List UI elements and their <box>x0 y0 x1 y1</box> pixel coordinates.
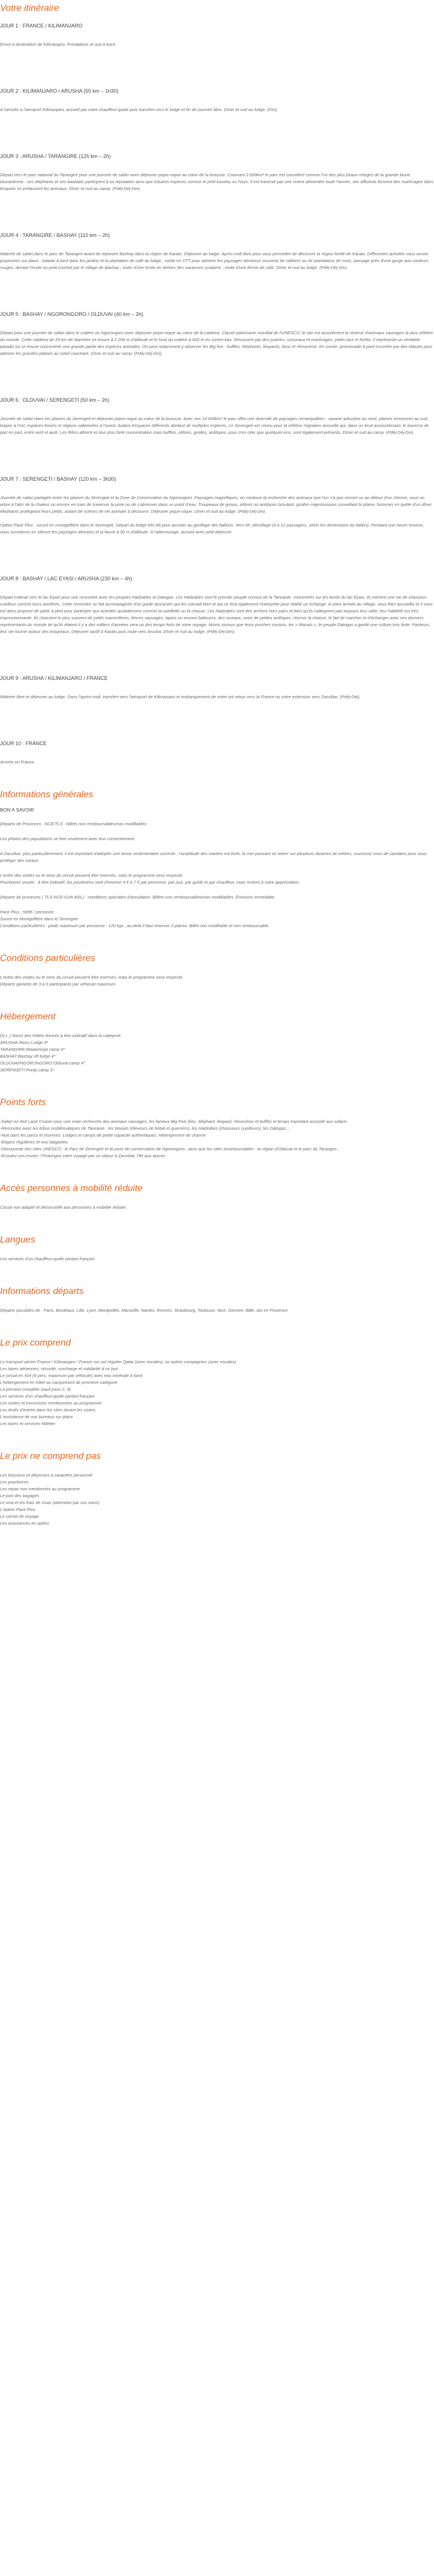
day-text: Journée de safari dans les plaines du Serengeti et déjeuner pique-nique au cœur de la brousse. Avec ses 14 000km² le parc offre une diversité de paysages remarquables : savane arbustive au nord, plaines immenses au sud, kopjes à l'est, espaces boisés et régions vallonnées à l'ouest. Autant d'espaces différents abritant de multiples espèces. Le Serengeti est connu pour la célèbre migration annuelle qui, dans un bruit assourdissant, le traverse de part en part, entre avril et août. Les félins attirent ici leur plus forte concentration mais buffles, zèbres, girafes, antilopes, pour n'en citer que quelques-uns, sont également présents. Dîner et nuit au camp. (Pdéj-Déj-Din). <box>0 416 429 435</box>
highlights-heading: Points forts <box>0 1098 46 1107</box>
day-text: Matinée de safari dans le parc de Tarangire avant de rejoindre Bashay dans la région de Karatu. Déjeuner au lodge. Après-midi libre pour vous permettre de découvrir la région fertile de Karatu. Différentes activités vous seront proposées sur place : balade à pied dans les jardins et la plantation de café du lodge ; sortie en VTT pour admirer les paysages alentours couverts de caféiers ou de plantations de maïs, passage près d'une gorge aux couleurs rouges, devant l'école ou petit crochet par le village de Bashay ; visite d'une école en dehors des vacances scolaires ; visite d'une ferme de café. Dîner et nuit au lodge. (Pdéj-Déj-Din). <box>0 251 429 270</box>
itinerary-day <box>0 397 434 436</box>
itinerary-day <box>0 232 434 271</box>
excludes-heading: Le prix ne comprend pas <box>0 1451 101 1461</box>
general-paragraph: L'ordre des visites ou le sens du circuit peuvent être inversés, mais le programme sera respecté. Pourboires usuels : à titre indicatif, les pourboires sont d'environ 4 € à 7 € par personne, par jour, par guide et par chauffeur, mais restent à votre appréciation. <box>0 873 300 885</box>
particular-text: L'ordre des visites ou le sens du circuit peuvent être inversés, mais le programme sera respecté. Départs garantis de 3 à 6 participants par véhicule maximum <box>0 975 184 987</box>
itinerary-day <box>0 576 434 635</box>
day-text: Arrivée en France. <box>0 759 35 765</box>
general-paragraph: Départs de provinces ( TLS-NCE-GVA-BSL) : conditions spéciales d'annulation. Billets non remboursables/non modifiables. Émission immédiate. <box>0 895 275 900</box>
general-heading: Informations générales <box>0 790 93 800</box>
access-heading: Accès personnes à mobilité réduite <box>0 1184 143 1193</box>
itinerary-day <box>0 476 434 536</box>
excludes-text: Les boissons et dépenses à caractère personnel Les pourboires Les repas non mentionnés au programme Le port des bagages Le visa et les frais de visas (obtention par vos soins) L'option Pack Plus Le carnet de voyage Les assurances en option <box>0 1473 100 1526</box>
day-title: JOUR 1 : FRANCE / KILIMANJARO <box>0 23 83 29</box>
day-text: Départ vers le parc national du Tarangire pour une journée de safari avec déjeuner pique-nique au cœur de la brousse. Couvrant 2 600km² le parc est considéré comme l'un des plus beaux refuges de la grande faune tanzanienne : ses éléphants et ses baobabs participent à sa réputation ainsi que d'autres espèces comme le petit koudou ou l'oryx. Il est traversé par une rivière alimentée toute l'année, ses affluents forment des marécages dans lesquels se prélassent les animaux. Dîner et nuit au camp. (Pdéj-Déj-Din). <box>0 172 433 191</box>
itinerary-day <box>0 741 434 766</box>
general-paragraph: A Zanzibar, plus particulièrement, il est important d'adopter une tenue vestimentaire correcte ; l'amplitude des marées est forte, la mer pouvant se retirer sur plusieurs dizaines de mètres, munissez vous de sandales pour vous protéger des coraux. <box>0 851 427 863</box>
day-title: JOUR 5 : BASHAY / NGORONGORO / OLDUVAI (40 km – 2h) <box>0 311 144 317</box>
itinerary-day <box>0 675 434 701</box>
day-text: Matinée libre et déjeuner au lodge. Dans l'après-midi, transfert vers l'aéroport de Kilimanjaro et embarquement de votre vol retour vers la France ou votre extension vers Zanzibar. (Pdéj-Déj). <box>0 694 361 699</box>
departures-text: Départs possibles de : Paris, Bordeaux, Lille, Lyon, Montpellier, Marseille, Nantes, Rennes, Strasbourg, Toulouse, Nice, Genève, Bâle, Aix en Provence <box>0 1308 288 1313</box>
itinerary-day <box>0 23 434 48</box>
languages-heading: Langues <box>0 1235 35 1245</box>
day-text: Départ pour une journée de safari dans le cratère du Ngorongoro avec déjeuner pique-nique au cœur de la caldeira. Classé patrimoine mondial de l'UNESCO, le site est assurément la réserve d'animaux sauvages la plus célèbre du monde. Cette caldeira de 20 km de diamètre se trouve à 2 200 m d'altitude et le fond du cratère à 600 m en contre-bas. Recouvert par des prairies, ruisseaux et marécages, petits lacs et forêts, il représente un véritable paradis où se trouve concentrée une grande partie des espèces animales. On peut notamment y observer les Big five : buffles, éléphants, léopards, lions et rhinocéros. En soirée, promenade à pied escortée par des Masaïs pour admirer les grandes plaines au soleil couchant. Dîner et nuit au camp. (Pdéj-Déj-Din). <box>0 330 433 356</box>
general-paragraph: Départs de Provinces : NCE/TLS : billets non remboursables/non modifiables <box>0 821 147 826</box>
day-title: JOUR 8 : BASHAY / LAC EYASI / ARUSHA (230 km – 4h) <box>0 576 132 581</box>
day-text: Envol à destination de Kilimanjaro. Prestations et nuit à bord. <box>0 42 116 47</box>
day-title: JOUR 4 : TARANGIRE / BASHAY (110 km – 2h) <box>0 232 110 238</box>
itinerary-day <box>0 311 434 357</box>
access-text: Circuit non adapté et déconseillé aux personnes à mobilité réduite. <box>0 1205 127 1210</box>
itinerary-day <box>0 88 434 113</box>
day-text: A l'arrivée à l'aéroport Kilimanjaro, accueil par votre chauffeur-guide puis transfert vers le lodge et fin de journée libre. Dîner et nuit au lodge. (Din). <box>0 107 278 112</box>
itinerary-heading: Votre itinéraire <box>0 3 60 13</box>
includes-text: Le transport aérien France / Kilimanjaro / France sur vol régulier Qatar (avec escales), ou autres compagnies (avec escales) Les taxes aériennes, sécurité, surcharge et solidarité à ce jour Le circuit en 4x4 (6 pers. maximum par véhicule) avec eau minérale à bord L'hébergement en hôtel ou campement de première catégorie La pension complète (sauf jours 2, 9) Les services d'un chauffeur-guide parlant français Les visites et excursions mentionnées au programme Les droits d'entrée dans les sites durant les visites L'assistance de nos bureaux sur place Les taxes et services hôtelier <box>0 1359 236 1426</box>
lodging-text: (N.L.) Noms des hôtels donnés à titre indicatif dans la catégorie ARUSHA:Ilboru Lodge 4* TARANGIRE:Maweninga camp 4* BASHAY:Bashay rift lodge 4* OLDUVAI/NGORONGORO:Olduvai camp 4* SERENGETI:Ronjo camp 3* <box>0 1033 121 1073</box>
day-title: JOUR 9 : ARUSHA / KILIMANJARO / FRANCE <box>0 675 108 681</box>
departures-heading: Informations départs <box>0 1287 84 1296</box>
includes-heading: Le prix comprend <box>0 1338 71 1348</box>
general-paragraph: Pack Plus : 595€ / personne Survol en Montgolfière dans le Serengeti Conditions particulières : poids maximum par personne : 120 kgs ; au-delà il faut réserver 2 places. Billet non modifiable et non remboursable. <box>0 909 270 928</box>
languages-text: Les services d'un chauffeur-guide parlant français <box>0 1256 95 1261</box>
day-title: JOUR 10 : FRANCE <box>0 741 47 746</box>
highlights-text: -Safari en 4x4 Land Cruiser pour une vraie recherche des animaux sauvages, les fameux Big Five (lion, éléphant, léopard, rhinocéros et buffle) et temps important accordé aux safaris -Rencontre avec les tribus emblématiques de Tanzanie : les Masaïs (éleveurs de bétail et guerriers), les Hadzabes (chasseurs cueilleurs), les Datogas.... -Nuit dans les parcs et réserves. Lodges et camps de petite capacité authentiques. Hébergement de charme -Étapes régulières et non fatigantes -Découverte des sites UNESCO : le Parc de Serengeti et la zone de conservation de Ngorongoro ; ainsi que les sites incontournables : la région d'Olduvai et le parc du Tarangire... -Écoutez vos envies ! Prolongez votre voyage par un séjour à Zanzibar, l'île aux épices <box>0 1119 347 1158</box>
day-text: Journée de safari partagée entre les plaines du Serengeti et la Zone de Conservation du Ngorongoro. Paysages magnifiques, on continue la recherche des animaux que l'on n'a pas encore vu au détour d'un chemin, sous un arbre à l'abri de la chaleur ou encore en train de traverser la piste ou de s'abreuver dans un point d'eau. Troupeaux de gnous, zèbres ou antilopes broutant, girafes majestueuses surveillant la plaine, hommes en quête d'un dîner, éléphants protégeant leurs petits, autant de scènes de vie animale à découvrir. Déjeuner pique-nique. Dîner et nuit au lodge. (Pdéj-Déj-Din). Option Pack Plus : survol en montgolfière dans le Serengeti. Départ du lodge très tôt pour assister au gonflage des ballons. Vers 6h, décollage (4 à 12 passagers, selon les dimensions du ballon). Pendant une heure environ, vous survolerez en silence les paysages africains et la faune à 50 m d'altitude. À l'atterrissage, accueil avec petit déjeuner. <box>0 495 433 535</box>
itinerary-day <box>0 153 434 192</box>
itinerary-days <box>0 23 434 766</box>
day-title: JOUR 7 : SERENGETI / BASHAY (120 km – 3h30) <box>0 476 116 482</box>
general-paragraphs <box>0 821 434 929</box>
particular-heading: Conditions particulières <box>0 953 96 963</box>
day-title: JOUR 6 : OLDUVAI / SERENGETI (50 km – 2h) <box>0 397 109 403</box>
know-label: BON A SAVOIR <box>0 807 34 813</box>
day-title: JOUR 2 : KILIMANJARO / ARUSHA (55 km – 1h30) <box>0 88 119 94</box>
general-paragraph: Les photos des populations se font seulement avec leur consentement. <box>0 836 136 841</box>
day-title: JOUR 3 : ARUSHA / TARANGIRE (125 km – 2h) <box>0 153 111 159</box>
day-text: Départ matinal vers le lac Eyasi pour une rencontre avec les peuples Hadzabes et Datogas. Les Hadzabes sont le premier peuple connus de la Tanzanie, concentrés sur les bords du lac Eyasi, ils mènent une vie de chasseur-cueilleur comme leurs ancêtres. Cette rencontre se fait accompagnée d'un guide tanzanien qui les connaît bien et qui se fera également l'interprète pour établir un échange. A votre arrivée au village, vous êtes accueillis et il vous est alors proposé de partir à pied pour participer aux activités quotidiennes comme la cueillette ou la chasse. Les Hadzabes sont des archers hors pairs et bien qu'ils nattegnent pas toujours leur cible, leur habileté est très impressionnante. Ils chassent le plus souvent de petits mammifères, lièvres sauvages, lapins ou encore babouins, des oiseaux, voire de petites antilopes. Hormis la chasse, le fait de marcher et d'échanger avec ces derniers représentants du monde tel qu'ils étaient il y a des milliers d'années sera un des temps forts de votre voyage. Moins connus que leurs proches cousins, les « Masaïs », le peuple Datogas a gardé une culture très forte. Pasteurs, leur vie tourne autour des troupeaux. Déjeuner tardif à Karatu puis route vers Arusha. Dîner et nuit au lodge. (Pdéj-Déj-Din). <box>0 595 433 634</box>
lodging-heading: Hébergement <box>0 1012 56 1022</box>
